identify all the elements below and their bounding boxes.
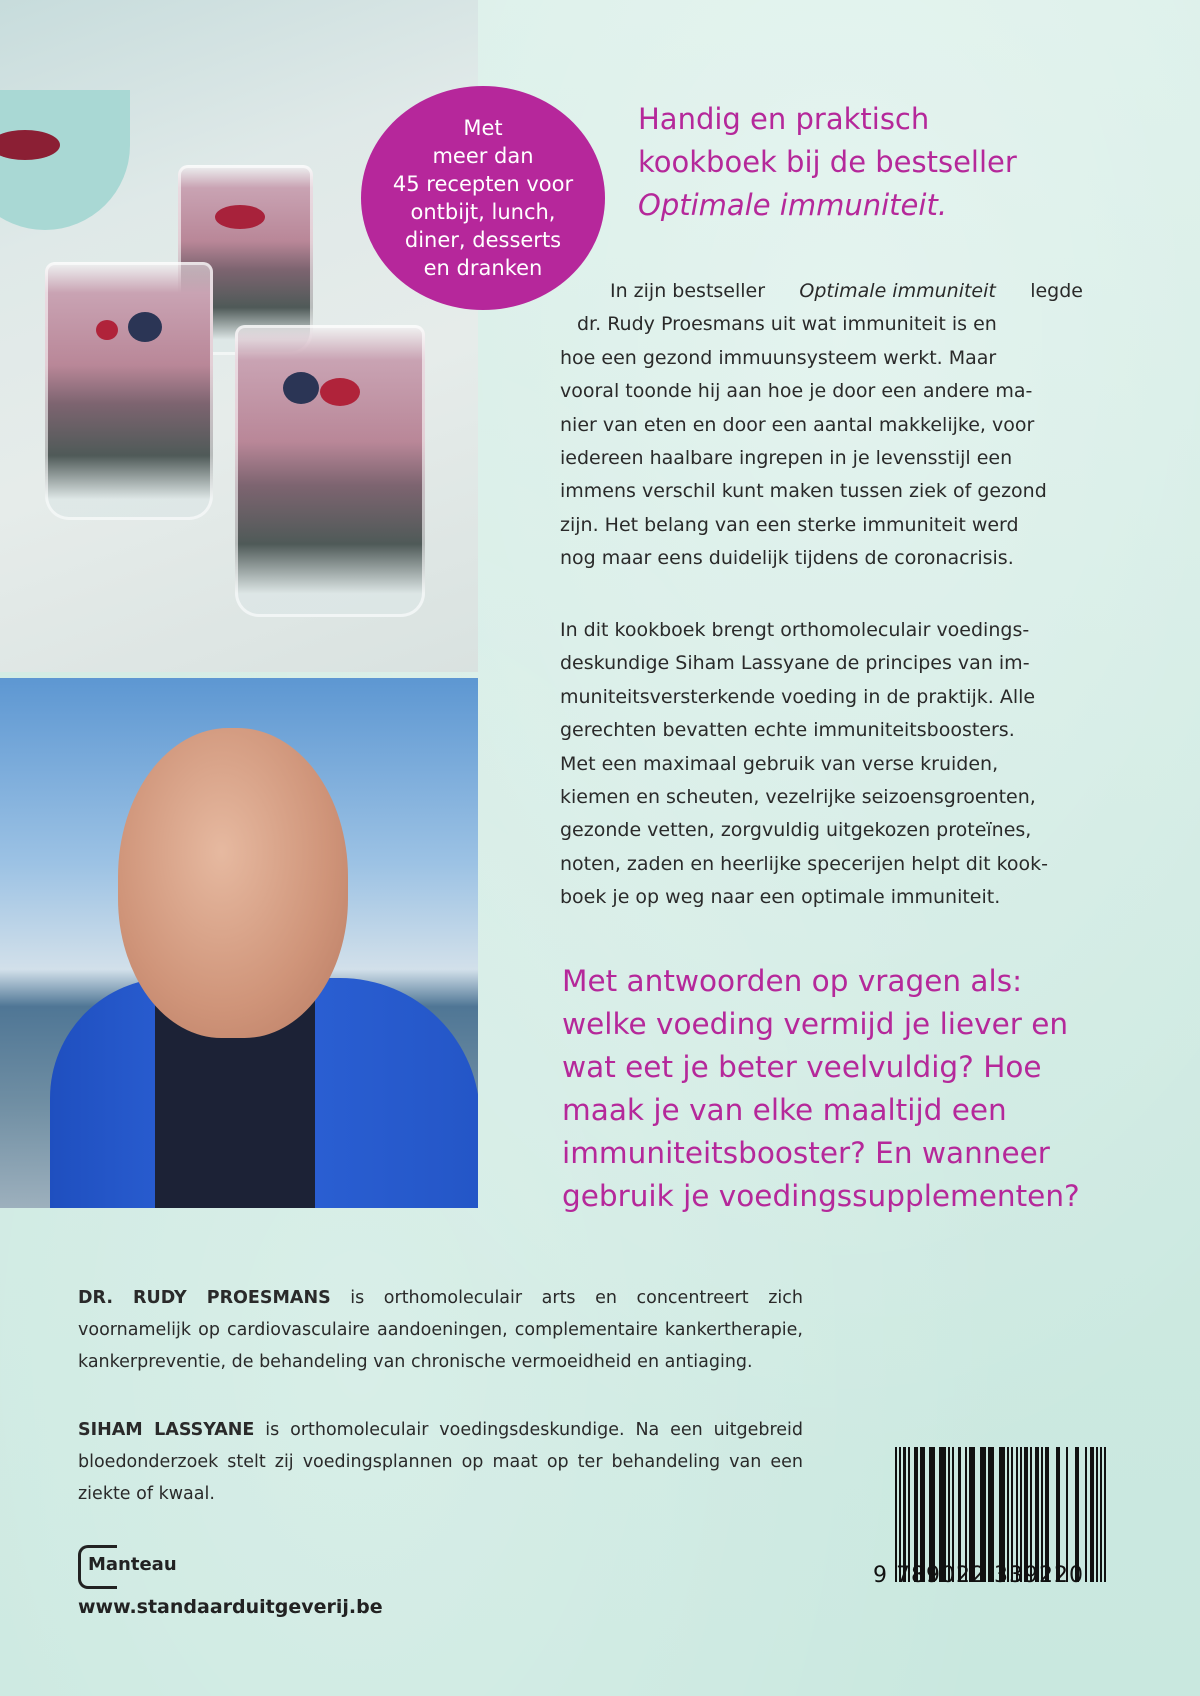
text-segment: zijn. Het belang van een sterke immuniteit werd [560, 513, 1019, 536]
text-line [560, 781, 1083, 814]
isbn-number: 9 789022 339220 [873, 1563, 1084, 1588]
text-line [560, 647, 1083, 680]
text-line [560, 848, 1083, 881]
blueberry [128, 312, 162, 342]
book-title: Optimale immuniteit [799, 280, 996, 302]
text-segment: kiemen en scheuten, vezelrijke seizoensgroenten, [560, 786, 1036, 809]
publisher-url[interactable]: www.standaarduitgeverij.be [78, 1596, 383, 1618]
headline [638, 98, 1017, 227]
headline-line: kookboek bij de bestseller [638, 145, 1017, 179]
blueberry [283, 372, 319, 404]
text-line [560, 342, 1083, 375]
text-line [560, 814, 1083, 847]
badge-line: 45 recepten voor [392, 172, 574, 196]
text-line [560, 881, 1083, 914]
badge-line: ontbijt, lunch, [410, 200, 556, 224]
questions-callout [562, 960, 1080, 1218]
callout-line: welke voeding vermijd je liever en [562, 1007, 1069, 1041]
dessert-photo [0, 0, 478, 672]
text-segment: hoe een gezond immuunsysteem werkt. Maar [560, 346, 997, 369]
text-line [560, 748, 1083, 781]
text-segment: muniteitsversterkende voeding in de praktijk. Alle [560, 685, 1036, 708]
text-segment: iedereen haalbare ingrepen in je levensstijl een [560, 447, 1013, 470]
text-segment: Met een maximaal gebruik van verse kruiden, [560, 752, 999, 775]
text-segment: dr. Rudy Proesmans uit wat immuniteit is en [577, 313, 997, 336]
callout-line: Met antwoorden op vragen als: [562, 964, 1023, 998]
headline-book-title: Optimale immuniteit. [638, 188, 948, 222]
text-segment: deskundige Siham Lassyane de principes van im- [560, 652, 1030, 675]
text-line [560, 542, 1083, 575]
face [118, 728, 348, 1038]
text-segment: boek je op weg naar een optimale immuniteit. [560, 886, 1001, 909]
pomegranate [320, 378, 360, 406]
text-segment: immens verschil kunt maken tussen ziek of gezond [560, 480, 1047, 503]
logo-text: Manteau [88, 1554, 177, 1575]
author-name: DR. RUDY PROESMANS [78, 1288, 331, 1308]
text-line [560, 714, 1083, 747]
barcode-bar [1104, 1447, 1106, 1582]
headline-line: Handig en praktisch [638, 102, 930, 136]
author-bio-proesmans [78, 1282, 803, 1378]
cookbook-paragraph [560, 614, 1083, 915]
text-line [560, 275, 1083, 308]
callout-line: wat eet je beter veelvuldig? Hoe [562, 1050, 1042, 1084]
text-line [560, 475, 1083, 508]
text-line [560, 442, 1083, 475]
barcode [895, 1447, 1107, 1582]
bio-text: is orthomoleculair arts en concentreert zich voornamelijk op cardiovasculaire aandoeningen, complementaire kankertherapie, kankerpreventie, de behandeling van chronische vermoeidheid en antiaging. [78, 1288, 803, 1372]
publisher-logo [78, 1545, 177, 1585]
text-line [560, 308, 1083, 341]
callout-line: gebruik je voedingssupplementen? [562, 1179, 1080, 1213]
text-segment: vooral toonde hij aan hoe je door een andere ma- [560, 380, 1033, 403]
bowl [0, 90, 130, 230]
callout-line: maak je van elke maaltijd een [562, 1093, 1007, 1127]
author-name: SIHAM LASSYANE [78, 1420, 255, 1440]
intro-paragraph [560, 275, 1083, 576]
text-segment: In zijn bestseller [610, 280, 766, 302]
callout-line: immuniteitsbooster? En wanneer [562, 1136, 1050, 1170]
text-segment: nier van eten en door een aantal makkelijke, voor [560, 413, 1035, 436]
text-segment: gerechten bevatten echte immuniteitsboosters. [560, 719, 1015, 742]
author-bio-lassyane [78, 1414, 803, 1510]
badge-line: diner, desserts [404, 228, 562, 252]
pomegranate [215, 205, 265, 229]
badge-line: en dranken [423, 256, 543, 280]
pomegranate [96, 320, 118, 340]
text-line [560, 509, 1083, 542]
badge-line: meer dan [432, 144, 534, 168]
author-portrait [0, 678, 478, 1208]
text-line [560, 409, 1083, 442]
glass [235, 325, 425, 617]
text-segment: gezonde vetten, zorgvuldig uitgekozen proteïnes, [560, 819, 1032, 842]
glass [45, 262, 213, 520]
text-line [560, 681, 1083, 714]
text-line [560, 614, 1083, 647]
text-line [560, 375, 1083, 408]
text-segment: noten, zaden en heerlijke specerijen helpt dit kook- [560, 852, 1049, 875]
bio-text: is orthomoleculair voedingsdeskundige. Na een uitgebreid bloedonderzoek stelt zij voedingsplannen op maat op ter behandeling van een ziekte of kwaal. [78, 1420, 803, 1504]
badge-line: Met [463, 116, 503, 140]
text-segment: legde [1030, 280, 1083, 302]
text-segment: nog maar eens duidelijk tijdens de coronacrisis. [560, 547, 1014, 570]
text-segment: In dit kookboek brengt orthomoleculair voedings- [560, 619, 1030, 641]
